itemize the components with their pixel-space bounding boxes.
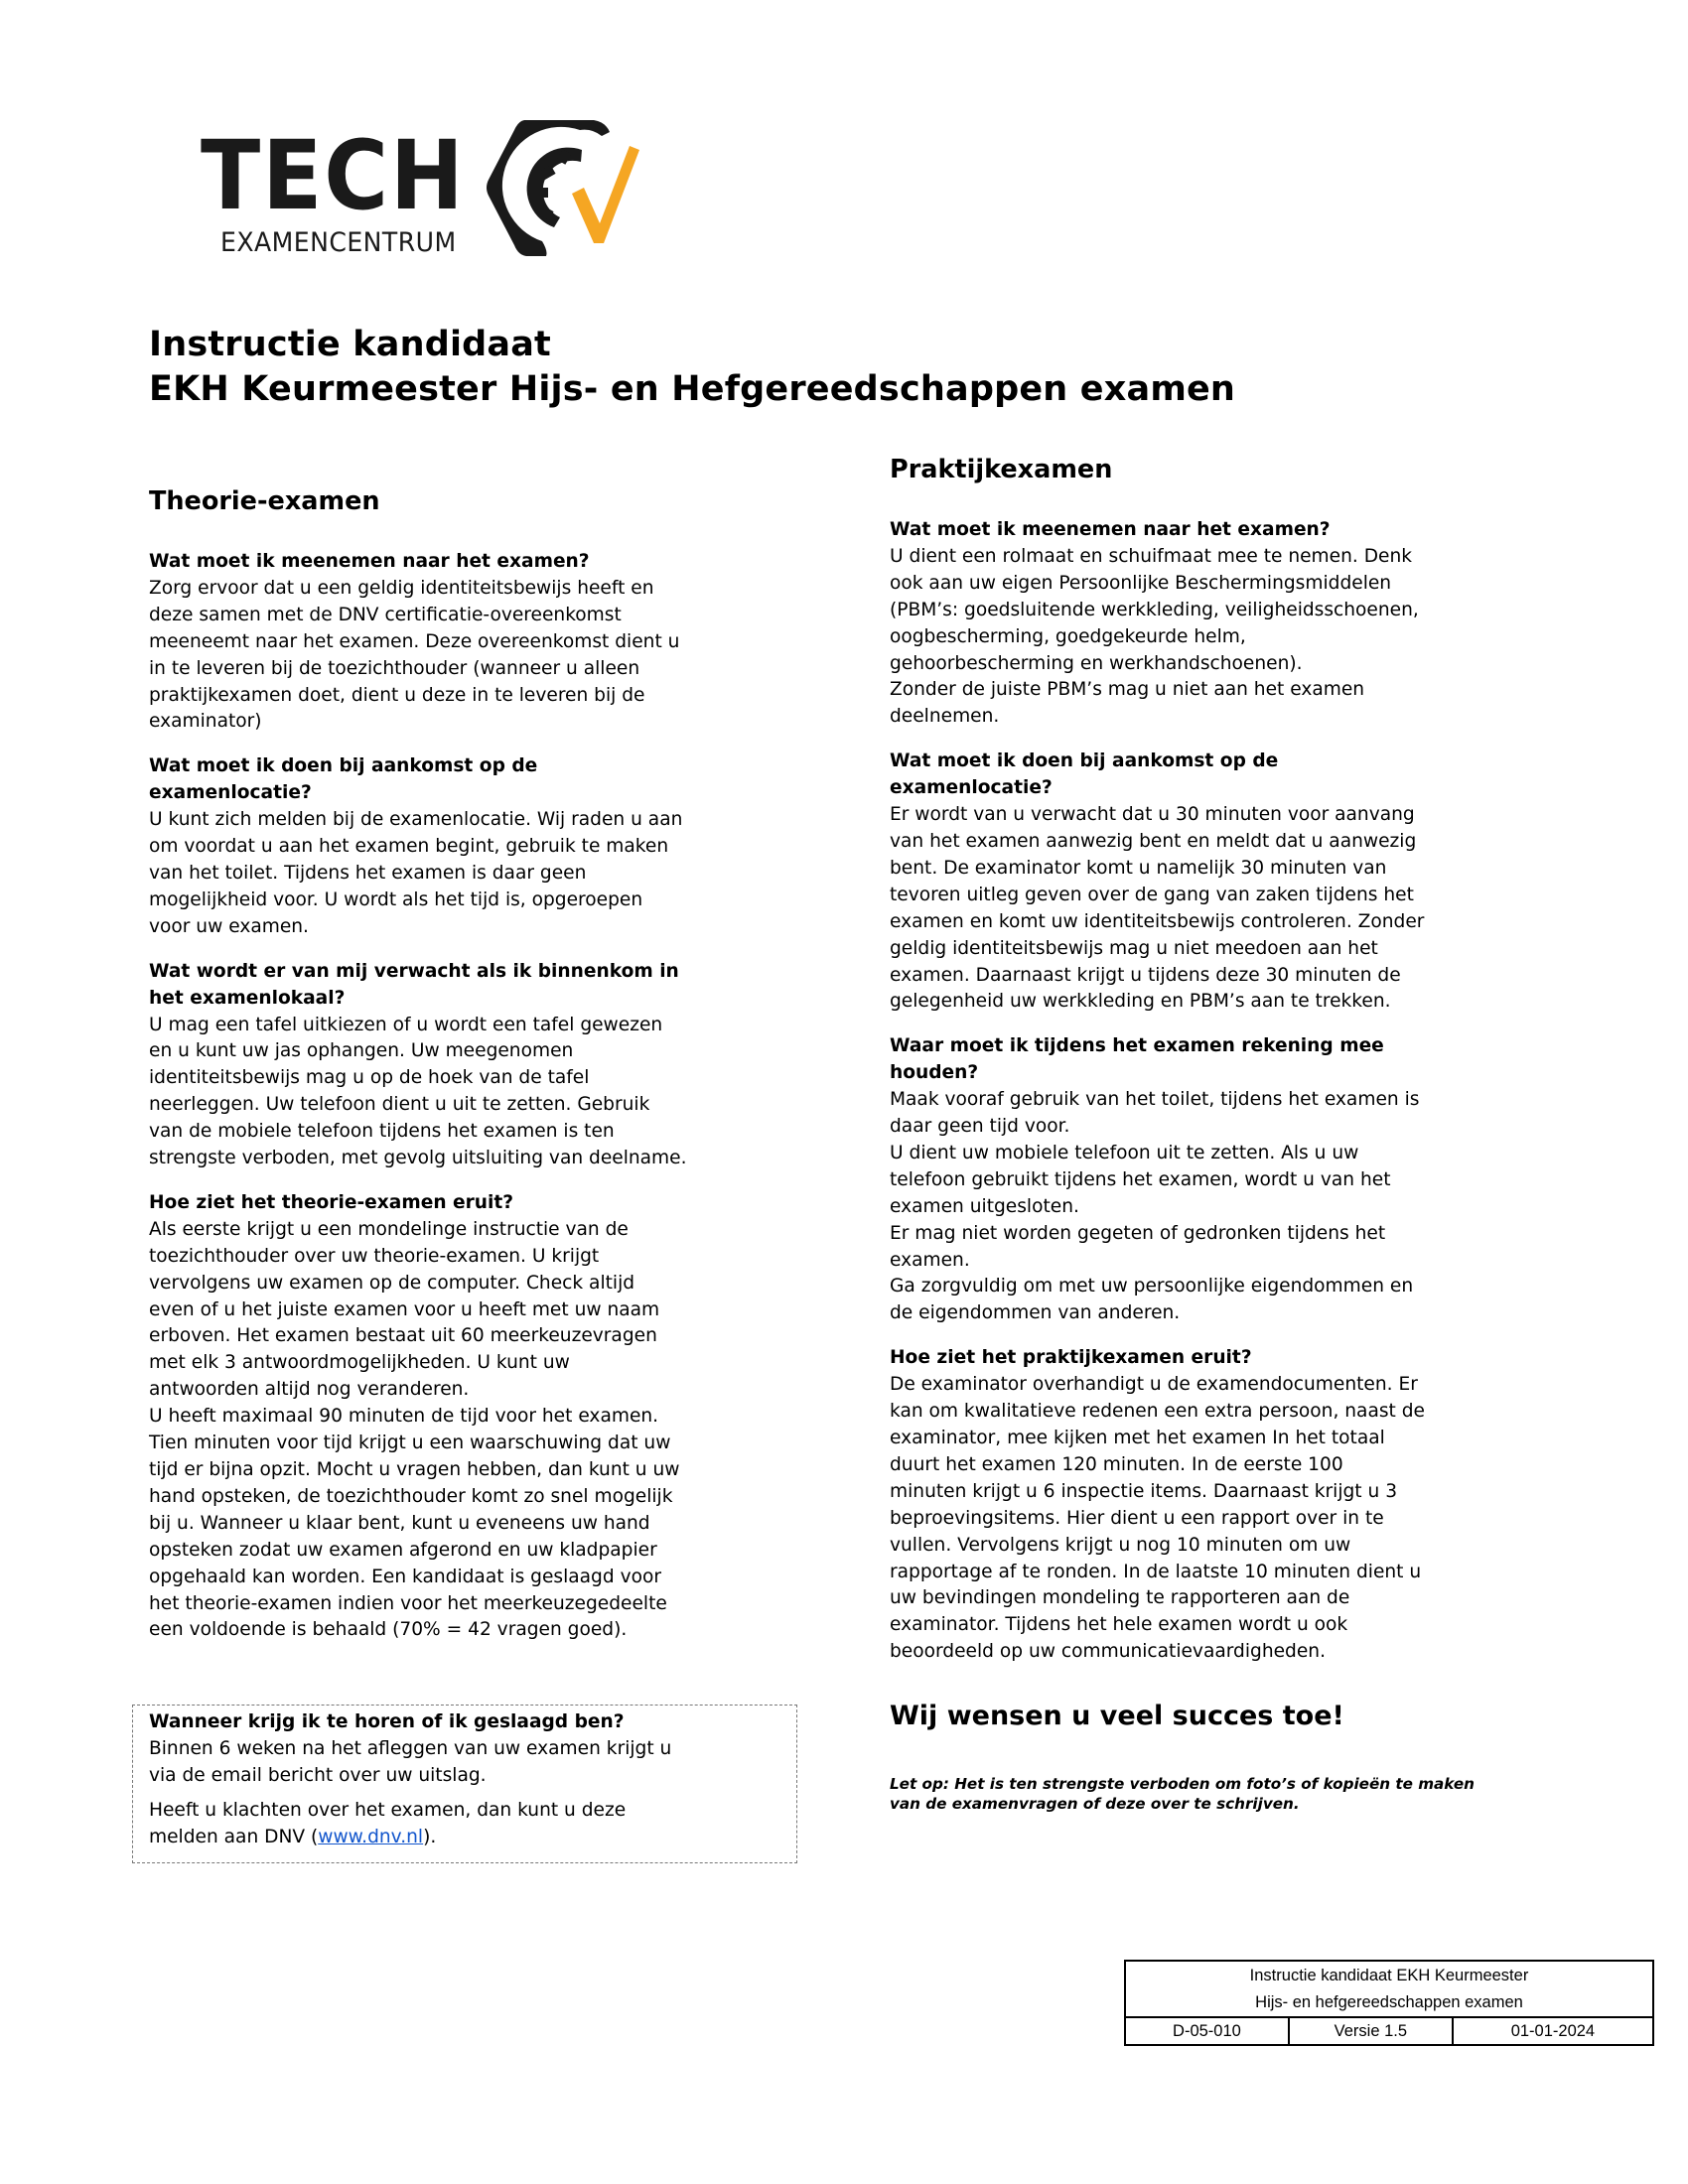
faq-question: Wat wordt er van mij verwacht als ik binnenkom in	[149, 960, 679, 982]
doc-date: 01-01-2024	[1453, 2017, 1653, 2045]
copy-warning-note	[890, 1774, 1475, 1814]
faq-answer-line: examinator, mee kijken met het examen In het totaal	[890, 1428, 1385, 1448]
faq-answer-line: U dient uw mobiele telefoon uit te zetten. Als u uw	[890, 1142, 1359, 1163]
faq-answer-line: oogbescherming, goedgekeurde helm,	[890, 625, 1246, 647]
good-luck-message: Wij wensen u veel succes toe!	[890, 1701, 1344, 1731]
faq-question: examenlocatie?	[149, 782, 312, 804]
faq-answer-line: tijd er bijna opzit. Mocht u vragen hebben, dan kunt u uw	[149, 1459, 680, 1480]
theory-column	[149, 549, 687, 1644]
practical-column	[890, 517, 1425, 1666]
faq-question: Wat moet ik doen bij aankomst op de	[890, 751, 1279, 772]
faq-question: houden?	[890, 1062, 979, 1084]
faq-answer-line: duurt het examen 120 minuten. In de eerste 100	[890, 1453, 1343, 1475]
faq-question: Wat moet ik meenemen naar het examen?	[890, 519, 1331, 540]
section-gap	[149, 736, 687, 753]
faq-answer-line: in te leveren bij de toezichthouder (wanneer u alleen	[149, 657, 640, 679]
faq-answer-line: het theorie-examen indien voor het meerkeuzegedeelte	[149, 1592, 667, 1614]
section-gap	[890, 1327, 1425, 1345]
faq-answer-line: gehoorbescherming en werkhandschoenen).	[890, 652, 1303, 674]
faq-answer-line: hand opsteken, de toezichthouder komt zo snel mogelijk	[149, 1485, 673, 1507]
faq-answer-line: toezichthouder over uw theorie-examen. U krijgt	[149, 1245, 600, 1267]
faq-answer-line: Maak vooraf gebruik van het toilet, tijdens het examen is	[890, 1089, 1420, 1111]
logo-wordmark: TECH	[201, 120, 466, 231]
complaint-line-2	[149, 1825, 671, 1851]
complaint-suffix: ).	[423, 1826, 437, 1847]
faq-question: Waar moet ik tijdens het examen rekening mee	[890, 1035, 1384, 1057]
faq-answer-line: antwoorden altijd nog veranderen.	[149, 1379, 470, 1401]
faq-question: examenlocatie?	[890, 777, 1053, 799]
faq-answer-line: U mag een tafel uitkiezen of u wordt een tafel gewezen	[149, 1014, 663, 1035]
faq-answer-line: Als eerste krijgt u een mondelinge instructie van de	[149, 1218, 629, 1240]
faq-answer-line: bent. De examinator komt u namelijk 30 minuten van	[890, 857, 1387, 879]
faq-answer-line: examinator)	[149, 711, 262, 733]
dnv-link[interactable]: www.dnv.nl	[318, 1826, 424, 1847]
faq-answer-line: meeneemt naar het examen. Deze overeenkomst dient u	[149, 630, 680, 652]
faq-answer-line: neerleggen. Uw telefoon dient u uit te zetten. Gebruik	[149, 1094, 650, 1116]
complaint-line: Heeft u klachten over het examen, dan kunt u deze	[149, 1799, 627, 1821]
faq-answer-line: telefoon gebruikt tijdens het examen, wordt u van het	[890, 1168, 1391, 1190]
faq-answer-line: deelnemen.	[890, 706, 1000, 728]
faq-question: Hoe ziet het praktijkexamen eruit?	[890, 1347, 1252, 1369]
document-info-table	[1124, 1960, 1654, 2046]
faq-answer-line: beoordeeld op uw communicatievaardigheden.	[890, 1641, 1326, 1663]
faq-answer-line: mogelijkheid voor. U wordt als het tijd is, opgeroepen	[149, 888, 643, 910]
faq-answer-line: daar geen tijd voor.	[890, 1116, 1070, 1138]
page-title	[149, 323, 1235, 412]
doc-code: D-05-010	[1125, 2017, 1289, 2045]
doc-title-line-1: Instructie kandidaat EKH Keurmeester	[1249, 1967, 1529, 1984]
faq-answer-line: minuten krijgt u 6 inspectie items. Daarnaast krijgt u 3	[890, 1480, 1398, 1502]
faq-answer-line: Tien minuten voor tijd krijgt u een waarschuwing dat uw	[149, 1433, 671, 1454]
doc-title-line-2: Hijs- en hefgereedschappen examen	[1255, 1993, 1523, 2011]
faq-answer-line: bij u. Wanneer u klaar bent, kunt u eveneens uw hand	[149, 1512, 650, 1534]
faq-answer-line: strengste verboden, met gevolg uitsluiting van deelname.	[149, 1148, 687, 1169]
faq-answer-line: Er mag niet worden gegeten of gedronken tijdens het	[890, 1222, 1386, 1244]
faq-answer-line: van de mobiele telefoon tijdens het examen is ten	[149, 1121, 615, 1143]
faq-answer-line: even of u het juiste examen voor u heeft met uw naam	[149, 1298, 660, 1320]
faq-answer-line: examen.	[890, 1249, 970, 1271]
result-body-line: via de email bericht over uw uitslag.	[149, 1764, 487, 1786]
faq-answer-line: U heeft maximaal 90 minuten de tijd voor het examen.	[149, 1406, 659, 1428]
faq-answer-line: Zorg ervoor dat u een geldig identiteitsbewijs heeft en	[149, 577, 654, 599]
note-line: van de examenvragen of deze over te schrijven.	[890, 1795, 1300, 1813]
faq-answer-line: praktijkexamen doet, dient u deze in te leveren bij de	[149, 684, 645, 706]
faq-answer-line: opgehaald kan worden. Een kandidaat is geslaagd voor	[149, 1566, 661, 1587]
faq-answer-line: (PBM’s: goedsluitende werkkleding, veiligheidsschoenen,	[890, 599, 1419, 620]
faq-answer-line: een voldoende is behaald (70% = 42 vragen goed).	[149, 1619, 628, 1641]
faq-answer-line: de eigendommen van anderen.	[890, 1302, 1181, 1324]
faq-answer-line: examen uitgesloten.	[890, 1195, 1079, 1217]
faq-answer-line: Zonder de juiste PBM’s mag u niet aan het examen	[890, 679, 1365, 701]
faq-answer-line: rapportage af te ronden. In de laatste 10 minuten dient u	[890, 1561, 1422, 1582]
faq-answer-line: tevoren uitleg geven over de gang van zaken tijdens het	[890, 884, 1414, 905]
faq-answer-line: examinator. Tijdens het hele examen wordt u ook	[890, 1614, 1348, 1636]
faq-answer-line: uw bevindingen mondeling te rapporteren aan de	[890, 1587, 1350, 1609]
faq-answer-line: kan om kwalitatieve redenen een extra persoon, naast de	[890, 1401, 1425, 1423]
title-line-1: Instructie kandidaat	[149, 325, 551, 364]
result-question: Wanneer krijg ik te horen of ik geslaagd ben?	[149, 1711, 625, 1732]
section-gap	[149, 1172, 687, 1190]
title-line-2: EKH Keurmeester Hijs- en Hefgereedschappen examen	[149, 369, 1236, 409]
theory-heading: Theorie-examen	[149, 486, 380, 516]
tech-examencentrum-logo	[199, 114, 645, 263]
faq-answer-line: examen. Daarnaast krijgt u tijdens deze 30 minuten de	[890, 964, 1401, 986]
faq-answer-line: gelegenheid uw werkkleding en PBM’s aan te trekken.	[890, 991, 1391, 1013]
doc-title-cell	[1125, 1961, 1653, 2017]
faq-answer-line: geldig identiteitsbewijs mag u niet meedoen aan het	[890, 937, 1378, 959]
complaint-prefix: melden aan DNV (	[149, 1826, 319, 1847]
faq-answer-line: U dient een rolmaat en schuifmaat mee te nemen. Denk	[890, 545, 1413, 567]
faq-answer-line: Ga zorgvuldig om met uw persoonlijke eigendommen en	[890, 1276, 1414, 1297]
faq-answer-line: van het toilet. Tijdens het examen is daar geen	[149, 862, 587, 884]
faq-answer-line: beproevingsitems. Hier dient u een rapport over in te	[890, 1507, 1384, 1529]
gear-checkmark-icon	[485, 116, 643, 260]
faq-question: Wat moet ik doen bij aankomst op de	[149, 755, 538, 777]
logo-subtitle: EXAMENCENTRUM	[220, 227, 457, 258]
result-info-content	[149, 1709, 671, 1851]
faq-answer-line: identiteitsbewijs mag u op de hoek van de tafel	[149, 1067, 590, 1089]
faq-answer-line: ook aan uw eigen Persoonlijke Beschermingsmiddelen	[890, 572, 1392, 594]
faq-question: het examenlokaal?	[149, 987, 346, 1009]
faq-answer-line: opsteken zodat uw examen afgerond en uw kladpapier	[149, 1539, 657, 1561]
faq-answer-line: en u kunt uw jas ophangen. Uw meegenomen	[149, 1040, 574, 1062]
faq-answer-line: U kunt zich melden bij de examenlocatie. Wij raden u aan	[149, 809, 683, 831]
faq-answer-line: deze samen met de DNV certificatie-overeenkomst	[149, 604, 622, 625]
faq-answer-line: vullen. Vervolgens krijgt u nog 10 minuten om uw	[890, 1534, 1351, 1556]
faq-answer-line: Er wordt van u verwacht dat u 30 minuten voor aanvang	[890, 804, 1415, 826]
faq-question: Wat moet ik meenemen naar het examen?	[149, 551, 590, 572]
section-gap	[890, 1016, 1425, 1033]
faq-answer-line: De examinator overhandigt u de examendocumenten. Er	[890, 1374, 1418, 1396]
faq-question: Hoe ziet het theorie-examen eruit?	[149, 1191, 514, 1213]
practical-heading: Praktijkexamen	[890, 455, 1113, 484]
faq-answer-line: voor uw examen.	[149, 915, 309, 937]
faq-answer-line: om voordat u aan het examen begint, gebruik te maken	[149, 836, 669, 858]
faq-answer-line: vervolgens uw examen op de computer. Check altijd	[149, 1272, 635, 1294]
result-body-line: Binnen 6 weken na het afleggen van uw examen krijgt u	[149, 1737, 672, 1759]
section-gap	[149, 941, 687, 959]
faq-answer-line: van het examen aanwezig bent en meldt dat u aanwezig	[890, 830, 1417, 852]
section-gap	[890, 731, 1425, 749]
faq-answer-line: examen en komt uw identiteitsbewijs controleren. Zonder	[890, 910, 1425, 932]
faq-answer-line: erboven. Het examen bestaat uit 60 meerkeuzevragen	[149, 1325, 657, 1347]
doc-version: Versie 1.5	[1289, 2017, 1453, 2045]
note-line: Let op: Het is ten strengste verboden om foto’s of kopieën te maken	[890, 1775, 1475, 1793]
faq-answer-line: met elk 3 antwoordmogelijkheden. U kunt uw	[149, 1352, 570, 1374]
